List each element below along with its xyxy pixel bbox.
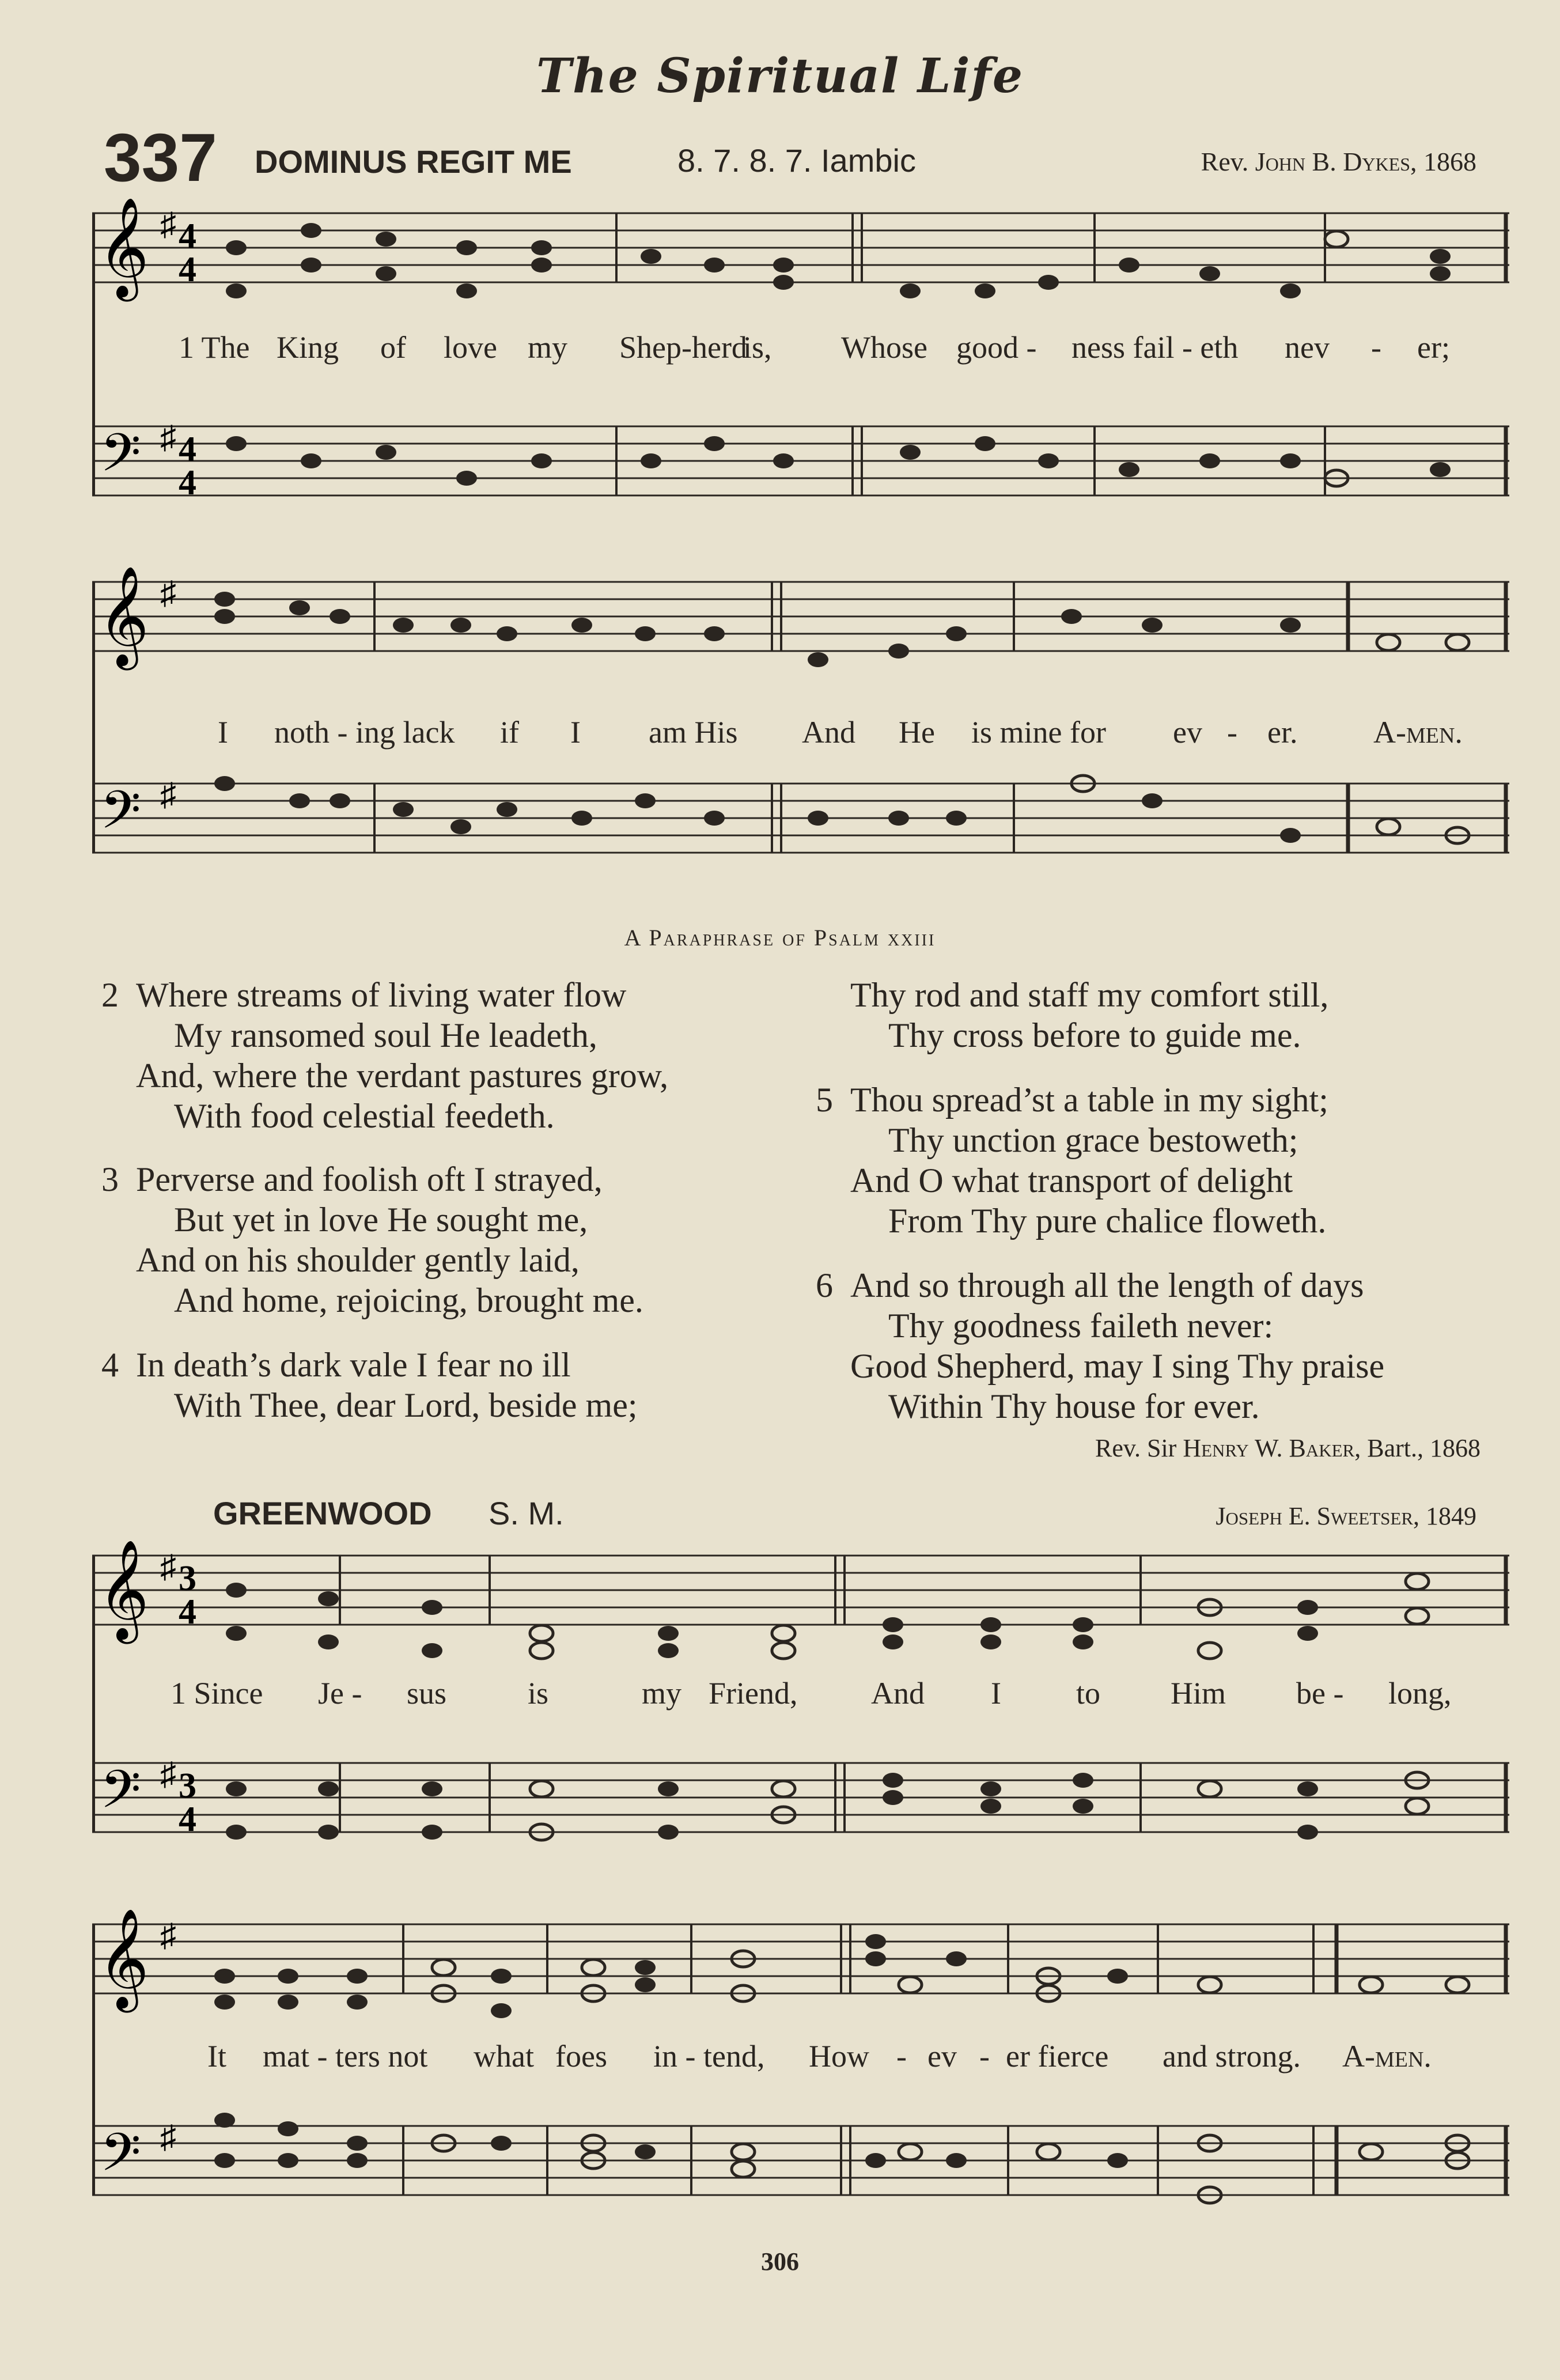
lyric-syllable: er; xyxy=(1417,330,1450,365)
verse-number: 5 xyxy=(816,1081,833,1119)
bass-clef-icon: 𝄢 xyxy=(100,782,141,852)
lyric-syllable: ev xyxy=(1173,715,1202,750)
lyric-syllable: is, xyxy=(743,330,772,365)
meter-2: S. M. xyxy=(489,1495,564,1531)
lyric-syllable: King xyxy=(277,330,339,365)
time-sig-top: 4 xyxy=(179,217,196,256)
lyric-syllable: is mine for xyxy=(971,715,1106,750)
verse-2 xyxy=(101,975,668,1136)
lyric-syllable: Him xyxy=(1171,1676,1226,1711)
lyric-syllable: - xyxy=(1227,715,1237,750)
lyric-syllable: 1 The xyxy=(179,330,250,365)
lyric-syllable: in - tend, xyxy=(653,2039,765,2073)
verse-line: Where streams of living water flow xyxy=(136,976,627,1014)
lyric-syllable: Je - xyxy=(318,1676,362,1711)
hymn-number: 337 xyxy=(104,120,217,196)
lyric-syllable: good - xyxy=(956,330,1037,365)
lyric-syllable: be - xyxy=(1296,1676,1344,1711)
page-number: 306 xyxy=(761,2247,799,2276)
attribution: A Paraphrase of Psalm xxiii xyxy=(624,925,936,951)
lyric-syllable: I xyxy=(570,715,581,750)
key-sharp-icon: ♯ xyxy=(160,576,176,611)
lyric-syllable: nev xyxy=(1285,330,1330,365)
key-sharp-icon: ♯ xyxy=(160,207,176,243)
lyric-syllable: and strong. xyxy=(1163,2039,1301,2073)
time-sig-top: 3 xyxy=(179,1559,196,1598)
lyric-syllable: my xyxy=(528,330,568,365)
treble-clef-icon: 𝄞 xyxy=(98,1542,149,1638)
composer-prefix: Rev. xyxy=(1201,147,1249,176)
verse-3 xyxy=(101,1159,643,1320)
lyric-syllable: noth - ing lack xyxy=(274,715,455,750)
verse-4-continued xyxy=(816,975,1328,1055)
lyric-syllable: what xyxy=(474,2039,534,2073)
verse-line: And so through all the length of days xyxy=(850,1266,1364,1304)
key-sharp-icon: ♯ xyxy=(160,2120,176,2155)
lyric-syllable: mat - ters not xyxy=(263,2039,428,2073)
lyric-syllable: How xyxy=(809,2039,869,2073)
lyric-syllable: A-men. xyxy=(1373,715,1463,750)
key-sharp-icon: ♯ xyxy=(160,1549,176,1585)
bass-clef-icon: 𝄢 xyxy=(100,425,141,495)
lyric-syllable: sus xyxy=(407,1676,447,1711)
author-suffix: , Bart., 1868 xyxy=(1354,1434,1481,1462)
verse-number: 2 xyxy=(101,976,119,1014)
lyric-syllable: of xyxy=(380,330,406,365)
verse-line: Thy unction grace bestoweth; xyxy=(888,1121,1298,1159)
time-sig-top: 4 xyxy=(179,430,196,469)
lyric-syllable: ness fail - eth xyxy=(1071,330,1239,365)
lyric-syllable: is xyxy=(528,1676,549,1711)
treble-clef-icon: 𝄞 xyxy=(98,200,149,296)
lyric-syllable: ev xyxy=(927,2039,957,2073)
verse-line: In death’s dark vale I fear no ill xyxy=(136,1346,571,1384)
verse-line: And, where the verdant pastures grow, xyxy=(136,1057,669,1095)
lyric-syllable: Whose xyxy=(841,330,927,365)
treble-clef-icon: 𝄞 xyxy=(98,1911,149,2007)
verse-6 xyxy=(816,1265,1384,1427)
verse-line: And O what transport of delight xyxy=(850,1161,1293,1200)
tune-name-2: GREENWOOD xyxy=(213,1495,432,1531)
composer-credit xyxy=(1201,146,1476,177)
author-credit xyxy=(1095,1433,1481,1463)
verse-line: Good Shepherd, may I sing Thy praise xyxy=(850,1347,1385,1385)
verse-line: But yet in love He sought me, xyxy=(174,1201,588,1239)
lyric-syllable: He xyxy=(899,715,935,750)
composer-year: , 1868 xyxy=(1410,147,1476,176)
verse-line: Thy goodness faileth never: xyxy=(888,1307,1274,1345)
verse-line: With Thee, dear Lord, beside me; xyxy=(174,1386,638,1424)
verse-line: Thou spread’st a table in my sight; xyxy=(850,1081,1328,1119)
verse-line: Perverse and foolish oft I strayed, xyxy=(136,1160,603,1198)
lyric-syllable: foes xyxy=(555,2039,607,2073)
lyric-syllable: It xyxy=(207,2039,226,2073)
composer-name: Joseph E. Sweetser xyxy=(1216,1502,1413,1530)
section-title: The Spiritual Life xyxy=(536,48,1024,104)
lyric-syllable: 1 Since xyxy=(171,1676,263,1711)
tune-name: DOMINUS REGIT ME xyxy=(255,143,572,180)
verse-line: With food celestial feedeth. xyxy=(174,1097,555,1135)
key-sharp-icon: ♯ xyxy=(160,777,176,813)
time-sig-bottom: 4 xyxy=(179,463,196,502)
lyric-syllable: - xyxy=(1371,330,1381,365)
lyric-syllable: er. xyxy=(1267,715,1298,750)
lyric-syllable: Shep-herd xyxy=(619,330,747,365)
verse-line: Within Thy house for ever. xyxy=(888,1387,1260,1425)
lyric-syllable: Friend, xyxy=(709,1676,798,1711)
key-sharp-icon: ♯ xyxy=(160,420,176,456)
lyric-syllable: I xyxy=(218,715,228,750)
verse-line: Thy rod and staff my comfort still, xyxy=(850,976,1329,1014)
composer-name: John B. Dykes xyxy=(1255,147,1410,176)
lyric-syllable: er fierce xyxy=(1006,2039,1109,2073)
bass-clef-icon: 𝄢 xyxy=(100,1761,141,1832)
verse-4 xyxy=(101,1345,638,1425)
verse-5 xyxy=(816,1080,1328,1241)
meter: 8. 7. 8. 7. Iambic xyxy=(677,142,916,179)
time-sig-bottom: 4 xyxy=(179,1592,196,1632)
author-name: Henry W. Baker xyxy=(1183,1434,1355,1462)
lyric-syllable: long, xyxy=(1388,1676,1452,1711)
key-sharp-icon: ♯ xyxy=(160,1918,176,1954)
verse-line: From Thy pure chalice floweth. xyxy=(888,1202,1327,1240)
time-sig-bottom: 4 xyxy=(179,250,196,289)
verse-line: My ransomed soul He leadeth, xyxy=(174,1016,597,1054)
lyric-syllable: to xyxy=(1076,1676,1101,1711)
lyric-syllable: love xyxy=(444,330,497,365)
composer-credit-2 xyxy=(1216,1501,1476,1531)
lyric-syllable: if xyxy=(500,715,519,750)
bass-clef-icon: 𝄢 xyxy=(100,2124,141,2194)
treble-staff xyxy=(92,213,1509,282)
verse-line: Thy cross before to guide me. xyxy=(888,1016,1301,1054)
key-sharp-icon: ♯ xyxy=(160,1757,176,1792)
verse-number: 6 xyxy=(816,1266,833,1304)
composer-year: , 1849 xyxy=(1413,1502,1476,1530)
lyric-syllable: - xyxy=(896,2039,907,2073)
time-sig-bottom: 4 xyxy=(179,1800,196,1839)
verse-number: 3 xyxy=(101,1160,119,1198)
lyric-syllable: - xyxy=(979,2039,990,2073)
verse-line: And on his shoulder gently laid, xyxy=(136,1241,580,1279)
lyric-syllable: my xyxy=(642,1676,682,1711)
lyric-syllable: And xyxy=(802,715,855,750)
notes xyxy=(226,223,1451,486)
lyric-syllable: am His xyxy=(649,715,738,750)
time-sig-top: 3 xyxy=(179,1766,196,1806)
lyric-syllable: A-men. xyxy=(1342,2039,1432,2073)
lyric-syllable: I xyxy=(991,1676,1001,1711)
verse-line: And home, rejoicing, brought me. xyxy=(174,1281,643,1319)
lyric-syllable: And xyxy=(871,1676,925,1711)
verse-number: 4 xyxy=(101,1346,119,1384)
treble-clef-icon: 𝄞 xyxy=(98,569,149,664)
author-prefix: Rev. Sir xyxy=(1095,1434,1177,1462)
